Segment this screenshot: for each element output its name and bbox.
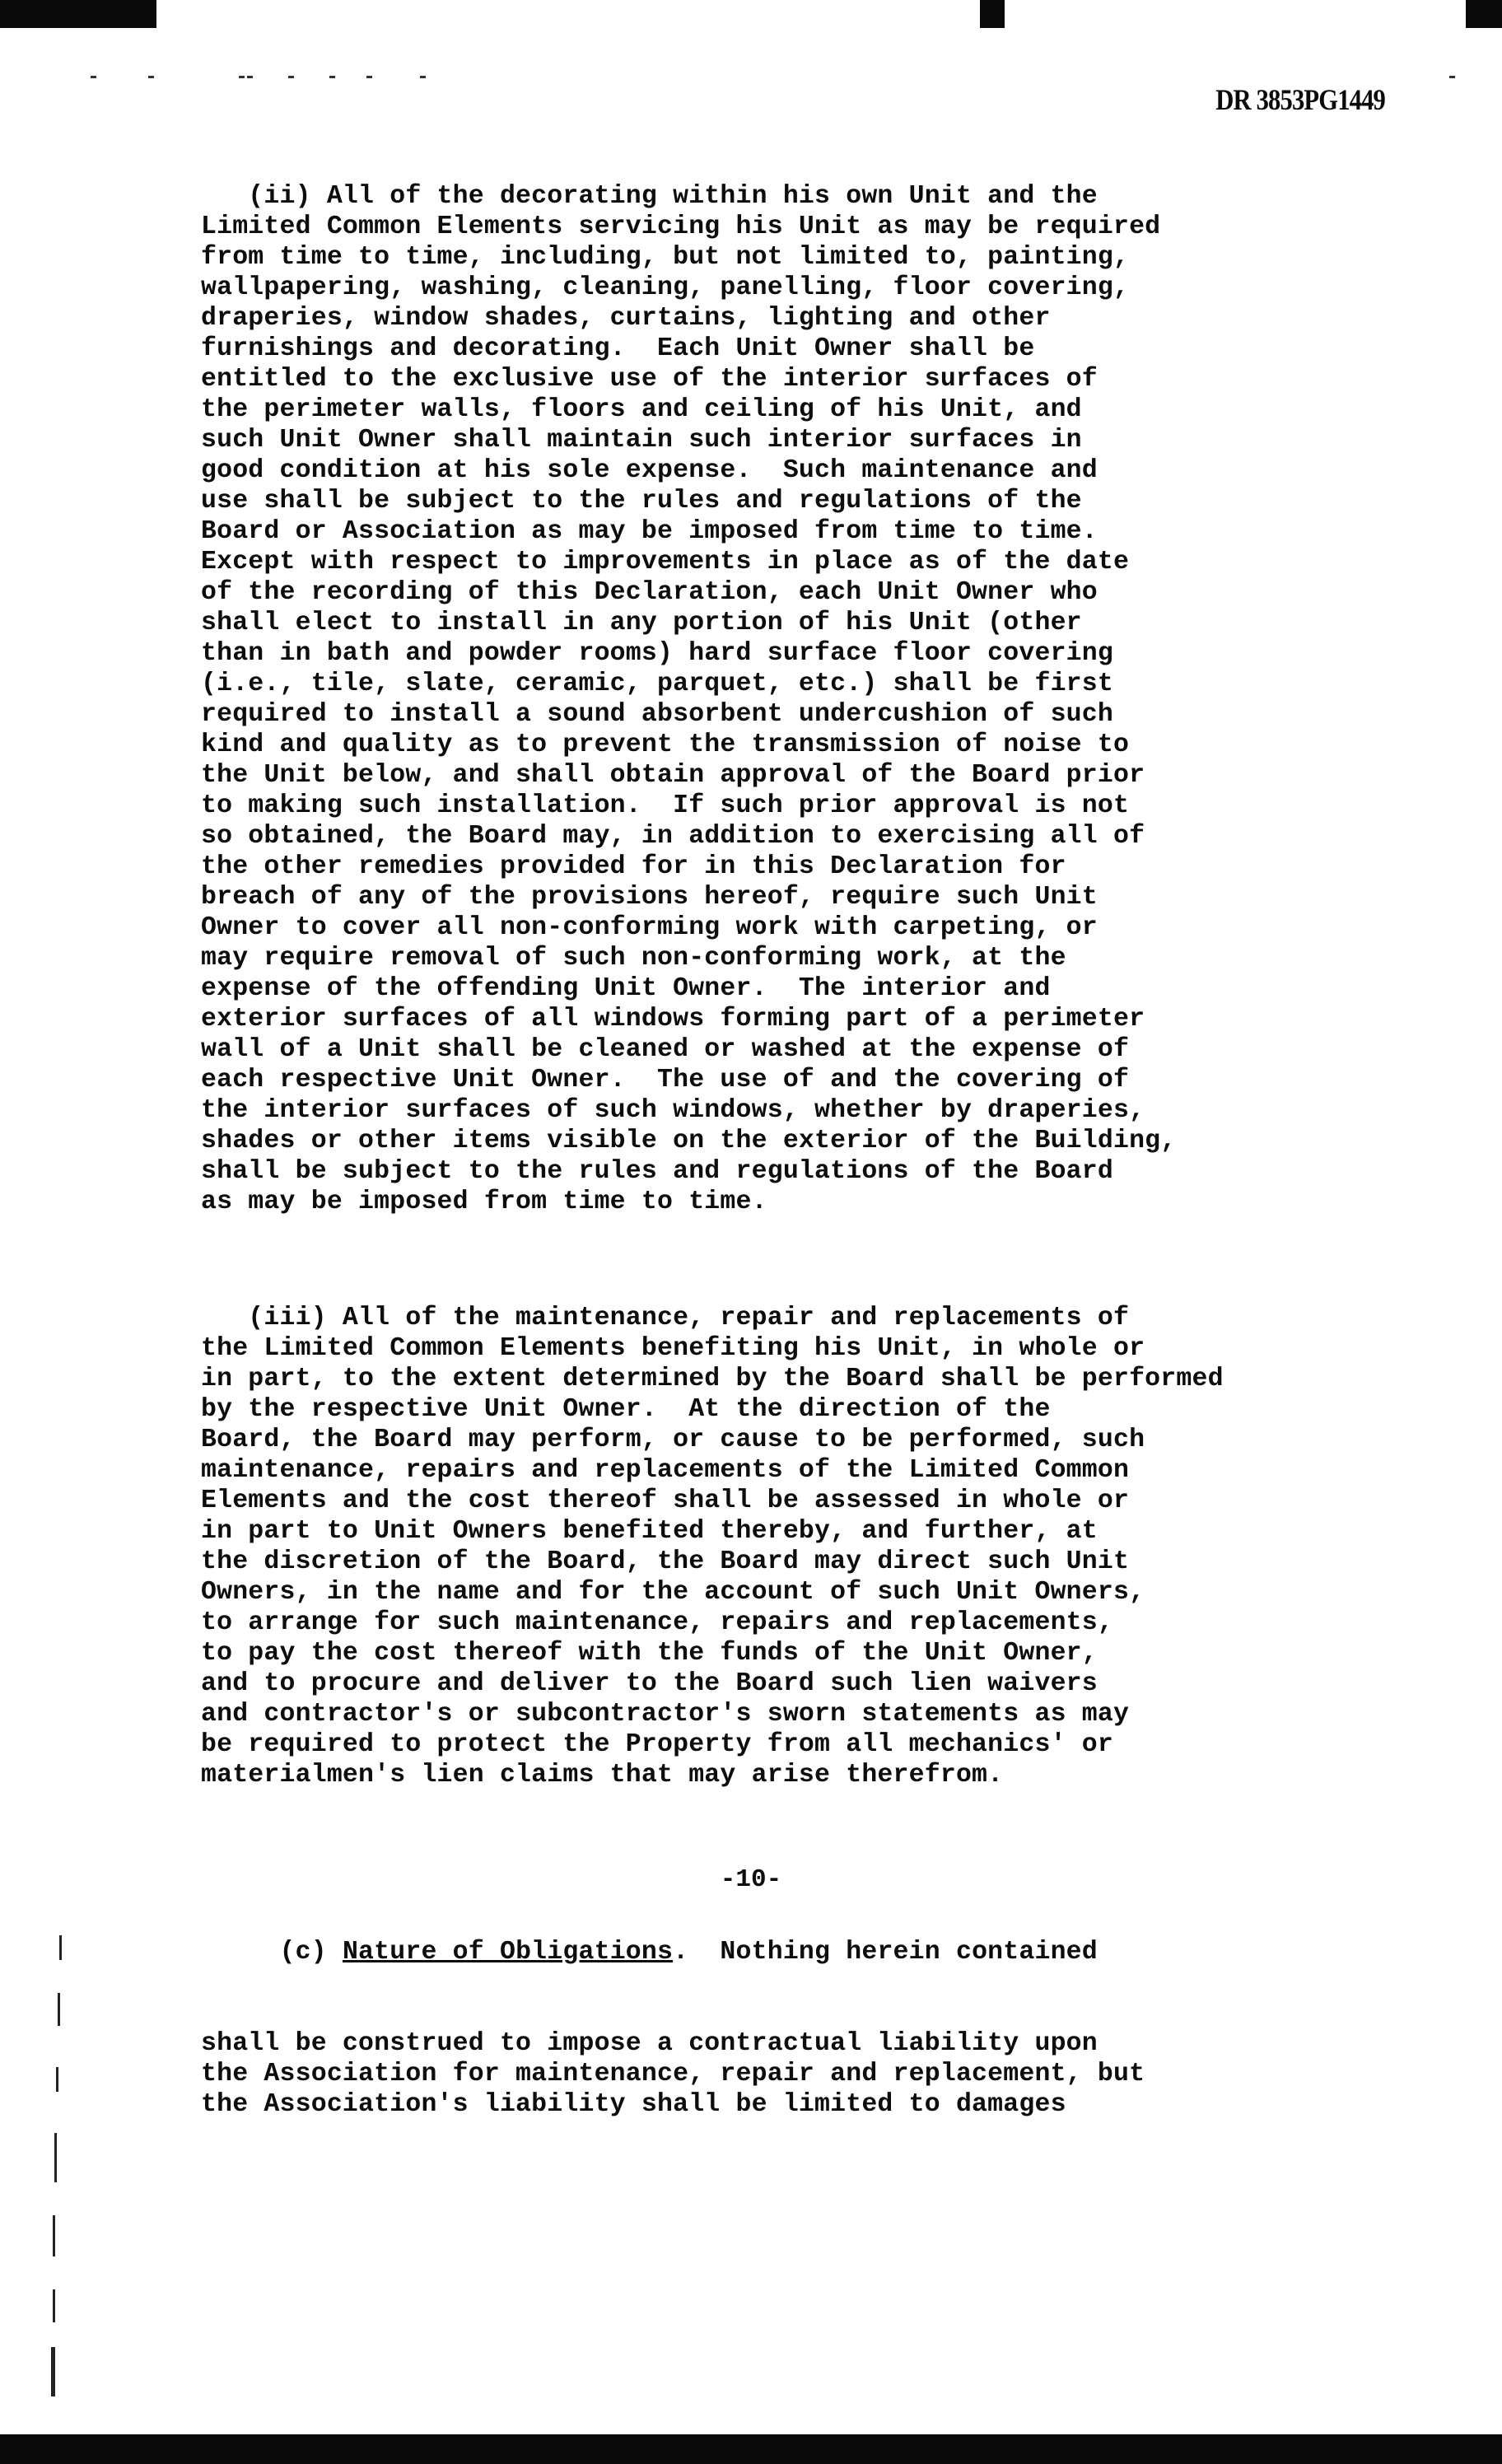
text-line: may require removal of such non-conforming work, at the xyxy=(201,944,1066,973)
text-line: Board or Association as may be imposed from time to time. xyxy=(201,517,1098,546)
paragraph-iii xyxy=(201,1303,1387,1790)
text-line: Except with respect to improvements in place as of the date xyxy=(201,548,1130,576)
text-line: each respective Unit Owner. The use of and the covering of xyxy=(201,1066,1130,1094)
text-line: Board, the Board may perform, or cause to be performed, such xyxy=(201,1426,1145,1454)
text-line: good condition at his sole expense. Such maintenance and xyxy=(201,456,1098,485)
text-line: in part, to the extent determined by the Board shall be performed xyxy=(201,1365,1224,1393)
text-line: and to procure and deliver to the Board such lien waivers xyxy=(201,1669,1098,1698)
text-line: required to install a sound absorbent undercushion of such xyxy=(201,700,1113,729)
text-line: and contractor's or subcontractor's sworn statements as may xyxy=(201,1700,1130,1729)
text-line: the discretion of the Board, the Board may direct such Unit xyxy=(201,1547,1130,1576)
text-line: the Association's liability shall be limited to damages xyxy=(201,2090,1066,2119)
text-line: the Limited Common Elements benefiting his Unit, in whole or xyxy=(201,1334,1145,1363)
paragraph-c xyxy=(201,1876,1387,2120)
section-heading: Nature of Obligations xyxy=(342,1938,674,1967)
text-line: Owners, in the name and for the account of such Unit Owners, xyxy=(201,1578,1145,1607)
text-line: shall elect to install in any portion of his Unit (other xyxy=(201,609,1082,637)
paragraph-ii xyxy=(201,181,1387,1217)
scan-top-edge xyxy=(0,0,1502,28)
text-line: wall of a Unit shall be cleaned or washed at the expense of xyxy=(201,1035,1130,1064)
text-line: expense of the offending Unit Owner. The interior and xyxy=(201,974,1051,1003)
text-line: Elements and the cost thereof shall be assessed in whole or xyxy=(201,1486,1130,1515)
text-line: shades or other items visible on the exterior of the Building, xyxy=(201,1127,1177,1155)
text-line: kind and quality as to prevent the transmission of noise to xyxy=(201,730,1130,759)
text-line: (iii) All of the maintenance, repair and replacements of xyxy=(201,1304,1130,1332)
text-line: Limited Common Elements servicing his Unit as may be required xyxy=(201,212,1161,241)
text-line: to arrange for such maintenance, repairs and replacements, xyxy=(201,1608,1113,1637)
text-line: materialmen's lien claims that may arise therefrom. xyxy=(201,1761,1004,1790)
text-line: draperies, window shades, curtains, lighting and other xyxy=(201,304,1051,333)
text-line: by the respective Unit Owner. At the direction of the xyxy=(201,1395,1051,1424)
heading-suffix: . Nothing herein contained xyxy=(673,1938,1098,1967)
page-number: -10- xyxy=(720,1865,782,1894)
heading-prefix: (c) xyxy=(201,1938,343,1967)
text-line: entitled to the exclusive use of the interior surfaces of xyxy=(201,365,1098,394)
text-line: exterior surfaces of all windows forming part of a perimeter xyxy=(201,1005,1145,1034)
text-line: wallpapering, washing, cleaning, panelling, floor covering, xyxy=(201,273,1130,302)
scan-margin-marks xyxy=(41,1935,74,2396)
text-line: the other remedies provided for in this Declaration for xyxy=(201,852,1066,881)
text-line: to making such installation. If such prior approval is not xyxy=(201,791,1130,820)
text-line: the perimeter walls, floors and ceiling of his Unit, and xyxy=(201,395,1082,424)
text-line: shall be construed to impose a contractual liability upon xyxy=(201,2029,1098,2058)
paragraph-c-heading-line xyxy=(201,1937,1387,1967)
text-line: such Unit Owner shall maintain such interior surfaces in xyxy=(201,426,1082,455)
text-line: as may be imposed from time to time. xyxy=(201,1188,767,1216)
text-line: from time to time, including, but not limited to, painting, xyxy=(201,243,1130,272)
text-line: shall be subject to the rules and regulations of the Board xyxy=(201,1157,1113,1186)
text-line: be required to protect the Property from all mechanics' or xyxy=(201,1730,1113,1759)
text-line: than in bath and powder rooms) hard surface floor covering xyxy=(201,639,1113,668)
text-line: the Unit below, and shall obtain approval of the Board prior xyxy=(201,761,1145,790)
scan-bottom-edge xyxy=(0,2434,1502,2464)
text-line: maintenance, repairs and replacements of the Limited Common xyxy=(201,1456,1130,1485)
text-line: (ii) All of the decorating within his own Unit and the xyxy=(201,182,1098,211)
text-line: of the recording of this Declaration, each Unit Owner who xyxy=(201,578,1098,607)
text-line: to pay the cost thereof with the funds of the Unit Owner, xyxy=(201,1639,1098,1668)
text-line: (i.e., tile, slate, ceramic, parquet, etc.) shall be first xyxy=(201,670,1113,698)
text-line: breach of any of the provisions hereof, require such Unit xyxy=(201,883,1098,912)
text-line: Owner to cover all non-conforming work with carpeting, or xyxy=(201,913,1098,942)
scan-speck-row xyxy=(82,76,1482,81)
text-line: use shall be subject to the rules and regulations of the xyxy=(201,487,1082,516)
text-line: in part to Unit Owners benefited thereby, and further, at xyxy=(201,1517,1098,1546)
text-line: furnishings and decorating. Each Unit Owner shall be xyxy=(201,334,1035,363)
text-line: the interior surfaces of such windows, whether by draperies, xyxy=(201,1096,1145,1125)
recording-stamp: DR 3853PG1449 xyxy=(1215,83,1385,116)
text-line: the Association for maintenance, repair and replacement, but xyxy=(201,2060,1145,2088)
text-line: so obtained, the Board may, in addition to exercising all of xyxy=(201,822,1145,851)
